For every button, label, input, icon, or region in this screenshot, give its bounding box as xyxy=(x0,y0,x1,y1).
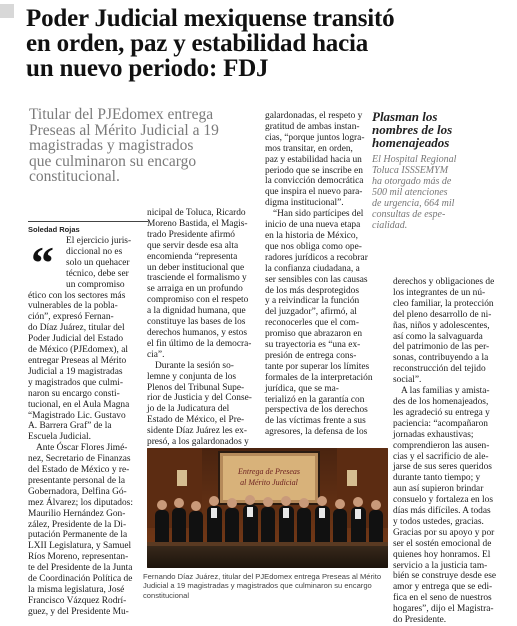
article-text-line: putación Permanente de la xyxy=(28,530,128,541)
sidebar-text-line: ha otorgado más de xyxy=(372,176,452,187)
article-text-line: el fin último de la democra- xyxy=(147,338,252,349)
article-text-line: y a reivindicar la función xyxy=(265,296,360,307)
article-text-line: presentante personal de la xyxy=(28,475,126,486)
article-text-line: del pleno desarrollo de ni- xyxy=(393,309,492,320)
article-text-line: agresores, la defensa de los xyxy=(265,427,368,438)
article-text-line: gratitud de ambas instan- xyxy=(265,121,360,132)
article-text-line: solo un quehacer xyxy=(66,257,130,268)
article-text-line: entregar Preseas al Mérito xyxy=(28,355,127,366)
sidebar-text-line: de urgencia, 664 mil xyxy=(372,198,455,209)
article-text-line: quienes hoy honramos. El xyxy=(393,549,491,560)
article-text-line: de las víctimas frente a sus xyxy=(265,416,366,427)
article-text-line: Maurilio Hernández Gon- xyxy=(28,508,126,519)
article-text-line: mez Álvarez; los diputados: xyxy=(28,497,133,508)
byline: Soledad Rojas xyxy=(28,225,80,234)
article-text-line: constituye las bases de los xyxy=(147,317,246,328)
sidebar-text xyxy=(372,154,504,231)
screen-title-line: Entrega de Preseas xyxy=(237,467,301,476)
subhead-line: constitucional. xyxy=(29,168,120,185)
article-column-4 xyxy=(393,277,505,626)
article-text-line: trasciende el formalismo y xyxy=(147,273,247,284)
article-text-line: un deber institucional que xyxy=(147,262,245,273)
article-text-line: comprendieron las ausen- xyxy=(393,440,490,451)
article-text-line: terializó en la garantía con xyxy=(265,394,365,405)
article-text-line: do Presidente. xyxy=(393,615,447,626)
article-text-line: la convicción democrática xyxy=(265,176,364,187)
article-text-line: que inspira el nuevo para- xyxy=(265,187,363,198)
subhead-line: magistradas y magistrados xyxy=(29,137,194,154)
article-text-line: Francisco Vázquez Rodrí- xyxy=(28,595,127,606)
article-text-line: cleo familiar, la protección xyxy=(393,298,494,309)
article-text-line: Escuela Judicial. xyxy=(28,432,91,443)
article-text-line: “Han sido partícipes del xyxy=(273,209,364,220)
article-text-line: A. Barrera Graf” de la xyxy=(28,421,112,432)
article-text-line: diccional no es xyxy=(66,246,123,257)
article-text-line: zález, Presidente de la Di- xyxy=(28,519,127,530)
headline-line: Poder Judicial mexiquense transitó xyxy=(26,5,395,32)
article-text-line: Moreno Bastida, el Magis- xyxy=(147,218,248,229)
article-text-line: encomienda “representa xyxy=(147,251,238,262)
article-text-line: durante tanto tiempo; y xyxy=(393,473,481,484)
article-text-line: do Díaz Juárez, titular del xyxy=(28,323,125,334)
article-text-line: que servir desde esa alta xyxy=(147,240,239,251)
article-text-line: reconstrucción del tejido xyxy=(393,364,486,375)
article-column-2 xyxy=(147,208,259,448)
sidebar-text-line: cialidad. xyxy=(372,220,408,231)
article-text-line: Estado de México, el Pre- xyxy=(147,415,245,426)
article-text-line: mos transitar, en orden, xyxy=(265,143,353,154)
article-text-line: del patrimonio de las per- xyxy=(393,342,490,353)
article-text-line: derechos y obligaciones de xyxy=(393,277,495,287)
article-text-line: un compromiso xyxy=(66,279,125,290)
byline-rule xyxy=(28,221,148,222)
article-headline xyxy=(26,6,514,81)
article-text-line: su trayectoria es “una ex- xyxy=(265,340,361,351)
article-text-line: hogares”, dijo el Magistra- xyxy=(393,604,494,615)
article-text-line: A las familias y amista- xyxy=(401,386,490,397)
article-column-3 xyxy=(265,111,379,438)
article-text-line: tante por superar los límites xyxy=(265,361,370,372)
article-text-line: trado Presidente afirmó xyxy=(147,229,235,240)
article-text-line: jarse de sus seres queridos xyxy=(393,462,492,473)
sidebar-text-line: 500 mil atenciones xyxy=(372,187,448,198)
article-text-line: de México (PJEdomex), al xyxy=(28,345,128,356)
page-edge-marker xyxy=(0,4,14,18)
article-text-line: paz y estabilidad hacia un xyxy=(265,154,362,165)
article-text-line: servicio a la justicia tam- xyxy=(393,560,488,571)
article-text-line: jurídica, que se ma- xyxy=(265,383,339,394)
article-text-line: compromiso con el respeto xyxy=(147,295,249,306)
article-text-line: te del Presidente de la Junta xyxy=(28,563,133,574)
article-text-line: des de los homenajeados, xyxy=(393,396,489,407)
article-text-line: Plenos del Tribunal Supe- xyxy=(147,382,245,393)
sidebar-box xyxy=(372,110,504,231)
article-text-line: Judicial a 19 magistradas xyxy=(28,366,123,377)
article-column-1 xyxy=(28,236,138,618)
article-text-line: Ríos Moreno, representan- xyxy=(28,552,129,563)
article-text-line: sonas, contribuyendo a la xyxy=(393,353,489,364)
article-text-line: jo de la Judicatura del xyxy=(147,404,230,415)
article-text-line: Poder Judicial del Estado xyxy=(28,334,124,345)
article-text-line: inicio de una nueva etapa xyxy=(265,220,361,231)
article-text-line: aun así supieron brindar xyxy=(393,484,484,495)
article-text-line: amor y entrega que se edi- xyxy=(393,582,493,593)
article-text-line: naron su encargo consti- xyxy=(28,388,120,399)
headline-line: en orden, paz y estabilidad hacia xyxy=(26,30,369,57)
article-text-line: y magistrados que culmi- xyxy=(28,377,124,388)
sidebar-title xyxy=(372,110,504,149)
article-text-line: de los más desprotegidos xyxy=(265,285,359,296)
article-text-line: lemne y conjunta de los xyxy=(147,371,237,382)
article-text-line: Gobernadora, Delfina Gó- xyxy=(28,486,127,497)
article-text-line: de Coordinación Política de xyxy=(28,574,133,585)
article-text-line: digma institucional”. xyxy=(265,198,344,209)
article-text-line: cias y el sacrificio de ale- xyxy=(393,451,489,462)
article-text-line: jornadas exhaustivas; xyxy=(393,429,474,440)
article-text-line: que nos obliga como ope- xyxy=(265,241,362,252)
article-text-line: consuelo y fortaleza en los xyxy=(393,495,493,506)
article-text-line: promiso que abrazaron en xyxy=(265,329,363,340)
article-text-line: perspectiva de los derechos xyxy=(265,405,368,416)
article-text-line: guez, y del Presidente Mu- xyxy=(28,606,129,617)
article-text-line: formales de la interpretación xyxy=(265,372,373,383)
article-text-line: El ejercicio juris- xyxy=(66,236,132,246)
article-text-line: tucional, en el Aula Magna xyxy=(28,399,130,410)
sidebar-text-line: Toluca ISSSEMYM xyxy=(372,165,449,176)
article-text-line: social”. xyxy=(393,375,422,386)
article-text-line: vulnerables de la pobla- xyxy=(28,301,118,312)
article-text-line: técnico, debe ser xyxy=(66,268,129,279)
article-text-line: la misma legislatura, José xyxy=(28,585,125,595)
sidebar-title-line: Plasman los xyxy=(372,109,438,124)
article-text-line: ético con los sectores más xyxy=(28,290,126,301)
article-text-line: les agradeció su entrega y xyxy=(393,407,490,418)
ceremony-photo xyxy=(147,448,388,568)
article-text-line: galardonadas, el respeto y xyxy=(265,111,363,121)
article-text-line: cia”. xyxy=(147,349,165,360)
sidebar-title-line: homenajeados xyxy=(372,135,450,150)
article-text-line: presión de entrega cons- xyxy=(265,350,357,361)
subhead-line: Titular del PJEdomex entrega xyxy=(29,106,214,123)
article-text-line: en la historia de México, xyxy=(265,230,358,241)
opening-quote-glyph: “ xyxy=(31,237,54,288)
article-text-line: LXII Legislatura, y Samuel xyxy=(28,541,132,552)
article-text-line: “Magistrado Lic. Gustavo xyxy=(28,410,126,421)
article-text-line: Durante la sesión so- xyxy=(155,360,234,371)
article-text-line: bién se construye desde ese xyxy=(393,571,497,582)
photo-caption-line: constitucional xyxy=(143,590,190,600)
article-text-line: Gracias por su apoyo y por xyxy=(393,527,495,538)
article-text-line: la confianza ciudadana, a xyxy=(265,263,360,274)
article-text-line: sidente Díaz Juárez les ex- xyxy=(147,426,247,437)
article-text-line: ser el sostén emocional de xyxy=(393,538,492,549)
article-text-line: nez, Secretario de Finanzas xyxy=(28,454,131,465)
article-text-line: del Estado de México y re- xyxy=(28,465,130,476)
photo-caption-line: Judicial a 19 magistradas y magistrados que culminaron su encargo xyxy=(143,581,372,591)
article-text-line: a la dignidad humana, que xyxy=(147,306,246,317)
screen-title-line: al Mérito Judicial xyxy=(240,478,298,487)
article-text-line: derechos humanos, y estos xyxy=(147,327,247,338)
sidebar-text-line: El Hospital Regional xyxy=(372,154,457,165)
photo-caption-line: Fernando Díaz Juárez, titular del PJEdomex entrega Preseas al Mérito xyxy=(143,572,382,581)
article-text-line: ser sensibles con las causas xyxy=(265,274,368,285)
sidebar-text-line: consultas de espe- xyxy=(372,209,446,220)
article-text-line: paciencia: “acompañaron xyxy=(393,418,488,429)
subhead-line: que culminaron su encargo xyxy=(29,152,197,170)
article-text-line: fica en el seno de nuestros xyxy=(393,593,492,604)
article-text-line: los integrantes de un nú- xyxy=(393,287,486,298)
article-subhead xyxy=(29,107,255,185)
article-text-line: días más difíciles. A todas xyxy=(393,506,491,517)
article-text-line: ñas, niños y adolescentes, xyxy=(393,320,490,331)
article-text-line: así como la salvaguarda xyxy=(393,331,483,342)
photo-caption xyxy=(143,572,385,600)
article-text-line: del juzgador”, afirmó, al xyxy=(265,307,357,318)
subhead-line: Preseas al Mérito Judicial a 19 xyxy=(29,121,219,139)
article-text-line: radores jurídicos a recobrar xyxy=(265,252,368,263)
ceremony-photo-illustration xyxy=(147,448,388,568)
article-text-line: periodo que se inscribe en xyxy=(265,165,363,176)
article-text-line: se arraiga en un profundo xyxy=(147,284,243,295)
article-text-line: y todos ustedes, gracias. xyxy=(393,516,484,527)
article-text-line: nicipal de Toluca, Ricardo xyxy=(147,208,246,218)
article-text-line: cias, “porque juntos logra- xyxy=(265,132,365,143)
headline-line: un nuevo periodo: FDJ xyxy=(26,55,269,82)
article-text-line: presó, a los galardonados y xyxy=(147,437,249,448)
sidebar-title-line: nombres de los xyxy=(372,122,453,137)
article-text-line: ción”, expresó Fernan- xyxy=(28,312,114,323)
article-text-line: Ante Óscar Flores Jimé- xyxy=(36,443,128,454)
article-text-line: rior de Justicia y del Conse- xyxy=(147,393,252,404)
article-text-line: reconocerles que el com- xyxy=(265,318,359,329)
